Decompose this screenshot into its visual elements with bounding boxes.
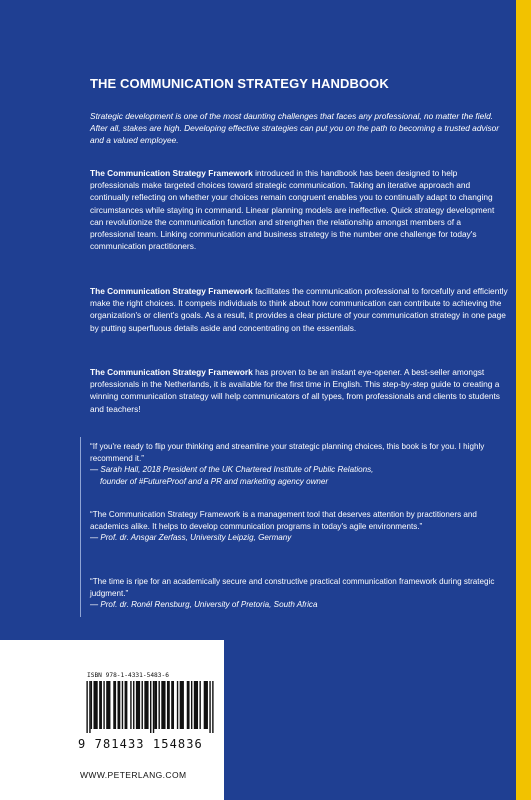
quote-text: “If you're ready to flip your thinking and streamline your strategic planning choices, this book is for you. I highly recommend it.” <box>90 442 485 463</box>
quote-2 <box>90 509 510 544</box>
paragraph-text: facilitates the communication professional to forcefully and efficiently make the right choices. It compels individuals to think about how communication can contribute to achieving the organization's or client's goals. As a result, it provides a clear picture of your communication strategy in one page by putting superfluous details aside and concentrating on the essentials. <box>90 286 508 333</box>
quote-attribution: — Prof. dr. Ansgar Zerfass, University Leipzig, Germany <box>90 533 292 543</box>
framework-name: The Communication Strategy Framework <box>90 367 253 377</box>
paragraph-text: has proven to be an instant eye-opener. A best-seller amongst professionals in the Netherlands, it is available for the first time in English. This step-by-step guide to creating a winning communication strategy will help communicators of all types, from professionals and clients to students and teachers! <box>90 367 500 414</box>
body-paragraph-2 <box>90 285 508 334</box>
publisher-website: WWW.PETERLANG.COM <box>80 770 187 780</box>
quote-attribution-continued: founder of #FutureProof and a PR and marketing agency owner <box>100 476 329 486</box>
framework-name: The Communication Strategy Framework <box>90 168 253 178</box>
barcode-digits: 9 781433 154836 <box>78 737 203 751</box>
barcode-image <box>85 681 215 733</box>
spine-edge <box>516 0 531 800</box>
body-paragraph-1 <box>90 167 508 252</box>
paragraph-text: introduced in this handbook has been designed to help professionals make targeted choices toward strategic communication. Taking an iterative approach and continually reflecting on whether your choices remain congruent enables you to continually adapt to changing circumstances while staying in command. Linear planning models are ineffective. Quick strategy development can revolutionize the communication function and strengthen the relationship amongst members of a professional team. Linking communication and business strategy is the number one challenge for today's communication practitioners. <box>90 168 495 252</box>
quote-3 <box>90 576 510 611</box>
quote-text: “The Communication Strategy Framework is a management tool that deserves attention by practitioners and academics alike. It helps to develop communication programs in today's agile environments.” <box>90 510 477 531</box>
quote-attribution: — Prof. dr. Ronél Rensburg, University of Pretoria, South Africa <box>90 600 318 610</box>
quote-1 <box>90 441 510 487</box>
quote-attribution: — Sarah Hall, 2018 President of the UK Chartered Institute of Public Relations, <box>90 465 374 475</box>
quotes-divider <box>80 437 81 617</box>
isbn-label: ISBN 978-1-4331-5483-6 <box>87 672 169 679</box>
book-title: THE COMMUNICATION STRATEGY HANDBOOK <box>90 76 389 91</box>
body-paragraph-3 <box>90 366 508 415</box>
intro-paragraph: Strategic development is one of the most daunting challenges that faces any professional, no matter the field. After all, stakes are high. Developing effective strategies can put you on the path to becoming a trusted advisor and a valued employee. <box>90 111 500 146</box>
framework-name: The Communication Strategy Framework <box>90 286 253 296</box>
quote-text: “The time is ripe for an academically secure and constructive practical communication framework during strategic judgment.” <box>90 577 495 598</box>
